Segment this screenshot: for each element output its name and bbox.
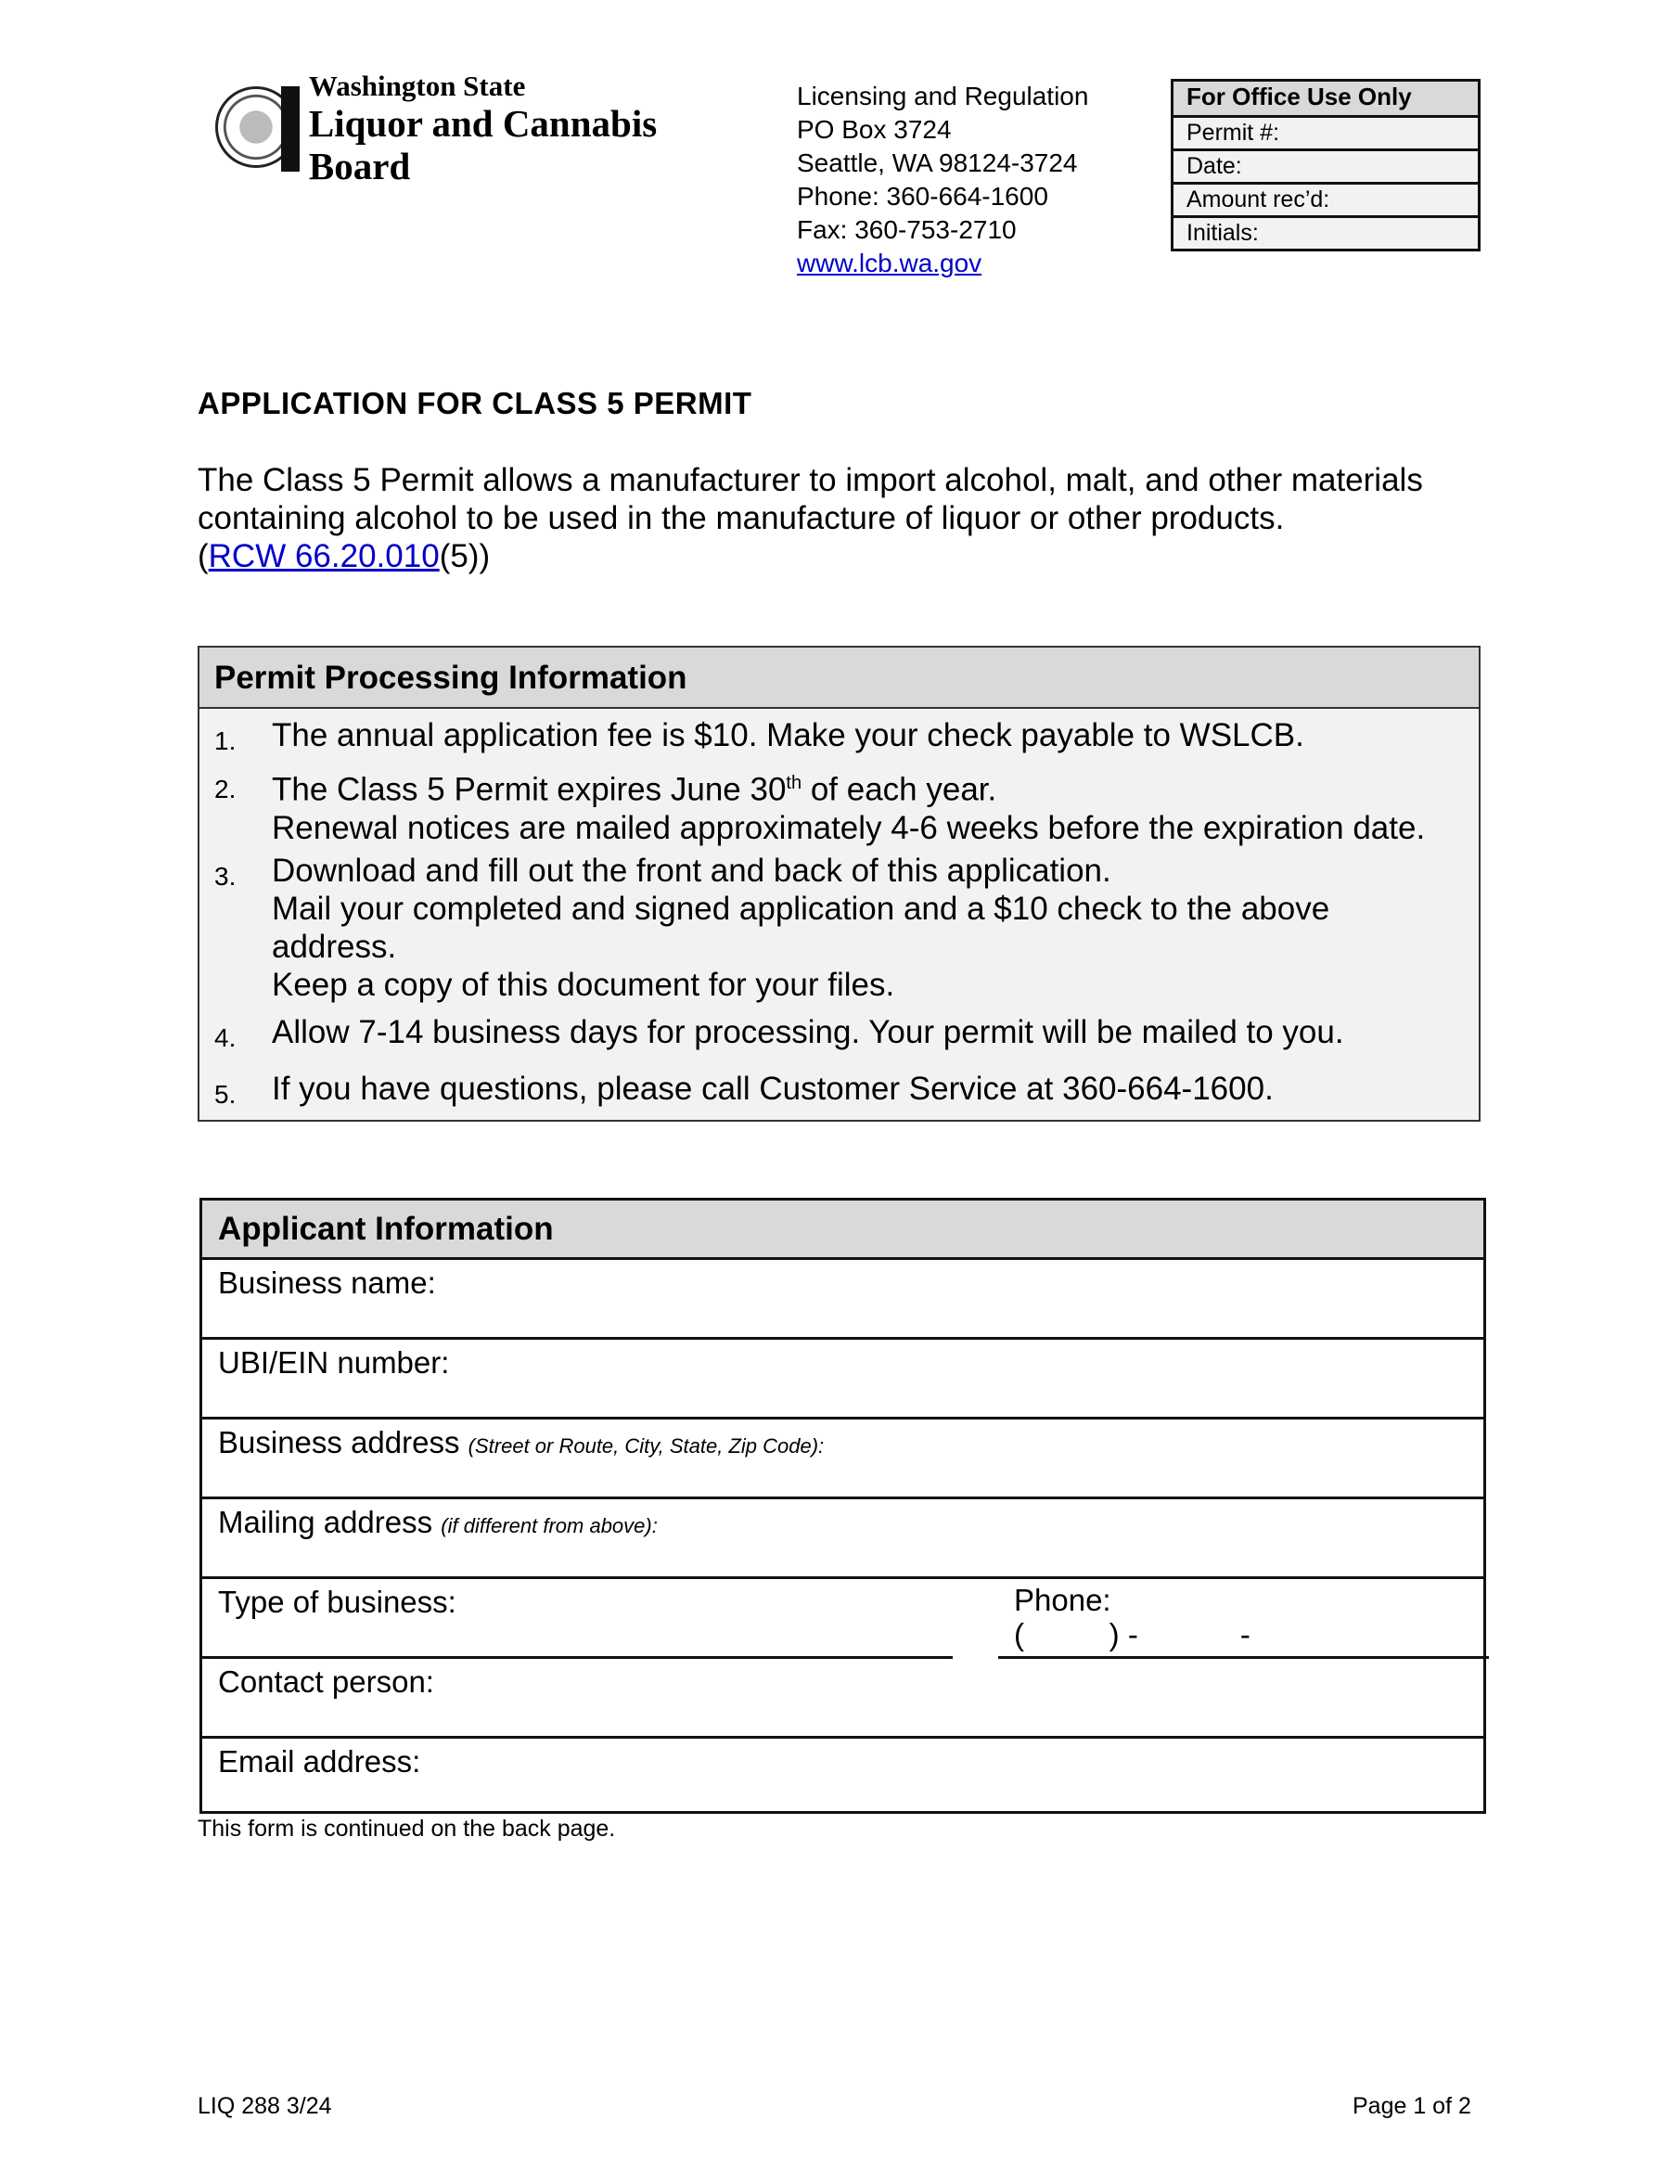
fax-line: Fax: 360-753-2710 <box>797 215 1017 244</box>
item-text: Mail your completed and signed application and a $10 check to the above <box>272 891 1330 927</box>
page-number: Page 1 of 2 <box>1353 2093 1471 2119</box>
field-label: Contact person: <box>218 1664 434 1699</box>
item-text: The annual application fee is $10. Make your check payable to WSLCB. <box>272 717 1304 753</box>
field-label: UBI/EIN number: <box>218 1345 450 1380</box>
logo-line-1: Washington State <box>308 70 526 102</box>
paren: ( <box>198 538 209 574</box>
field-label: Business name: <box>218 1265 436 1300</box>
logo-line-2: Liquor and Cannabis Board <box>308 102 658 187</box>
continued-note: This form is continued on the back page. <box>198 1816 616 1842</box>
address-line: Seattle, WA 98124-3724 <box>797 148 1078 177</box>
mailing-address-field[interactable] <box>202 1499 1483 1579</box>
office-use-header: For Office Use Only <box>1173 82 1478 115</box>
phone-mask: ( ) - - <box>1014 1617 1250 1651</box>
item-text: Renewal notices are mailed approximately 4-6 weeks before the expiration date. <box>272 809 1426 846</box>
item-text: of each year. <box>802 771 997 808</box>
lcb-logo <box>215 70 763 187</box>
item-text: The Class 5 Permit expires June 30 <box>272 771 787 808</box>
item-text: If you have questions, please call Customer Service at 360-664-1600. <box>272 1071 1274 1107</box>
item-text: address. <box>272 929 397 965</box>
item-number: 2. <box>214 775 237 803</box>
office-amount-field[interactable]: Amount rec’d: <box>1173 182 1478 215</box>
item-number: 1. <box>214 726 237 755</box>
agency-address <box>797 80 1088 280</box>
office-initials-field[interactable]: Initials: <box>1173 215 1478 249</box>
intro-text: The Class 5 Permit allows a manufacturer to import alcohol, malt, and other materials containing alcohol to be used in the manufacture of liquor or other products. <box>198 462 1423 536</box>
business-address-field[interactable] <box>202 1420 1483 1499</box>
applicant-info-box <box>199 1198 1486 1814</box>
office-use-box <box>1171 79 1481 251</box>
website-link[interactable]: www.lcb.wa.gov <box>797 249 982 277</box>
business-name-field[interactable] <box>202 1260 1483 1340</box>
item-text: Keep a copy of this document for your files. <box>272 967 895 1003</box>
email-field[interactable] <box>202 1739 1483 1818</box>
phone-label: Phone: <box>1014 1583 1111 1617</box>
form-id: LIQ 288 3/24 <box>198 2093 332 2119</box>
phone-line: Phone: 360-664-1600 <box>797 182 1048 211</box>
rcw-link[interactable]: RCW 66.20.010 <box>208 538 440 574</box>
page-title: APPLICATION FOR CLASS 5 PERMIT <box>198 386 752 420</box>
processing-header: Permit Processing Information <box>199 648 1479 709</box>
ubi-field[interactable] <box>202 1340 1483 1420</box>
type-phone-row <box>202 1579 1483 1659</box>
permit-processing-box <box>198 646 1481 1122</box>
field-hint: (if different from above): <box>441 1514 658 1537</box>
office-permit-field[interactable]: Permit #: <box>1173 115 1478 148</box>
phone-field[interactable] <box>998 1583 1489 1659</box>
address-line: PO Box 3724 <box>797 115 952 144</box>
item-number: 4. <box>214 1023 237 1052</box>
field-hint: (Street or Route, City, State, Zip Code): <box>468 1434 825 1458</box>
item-number: 5. <box>214 1080 237 1109</box>
office-date-field[interactable]: Date: <box>1173 148 1478 182</box>
paren: (5)) <box>439 538 491 574</box>
applicant-header: Applicant Information <box>202 1201 1483 1260</box>
item-text: Download and fill out the front and back of this application. <box>272 853 1111 889</box>
field-label: Email address: <box>218 1744 421 1779</box>
item-number: 3. <box>214 862 237 891</box>
type-of-business-label: Type of business: <box>218 1585 456 1619</box>
field-label: Mailing address <box>218 1505 433 1539</box>
contact-person-field[interactable] <box>202 1659 1483 1739</box>
superscript: th <box>786 773 802 793</box>
state-seal-icon <box>215 86 300 172</box>
item-text: Allow 7-14 business days for processing. Your permit will be mailed to you. <box>272 1014 1344 1050</box>
address-line: Licensing and Regulation <box>797 82 1089 110</box>
field-label: Business address <box>218 1425 460 1459</box>
intro-paragraph <box>198 461 1496 575</box>
